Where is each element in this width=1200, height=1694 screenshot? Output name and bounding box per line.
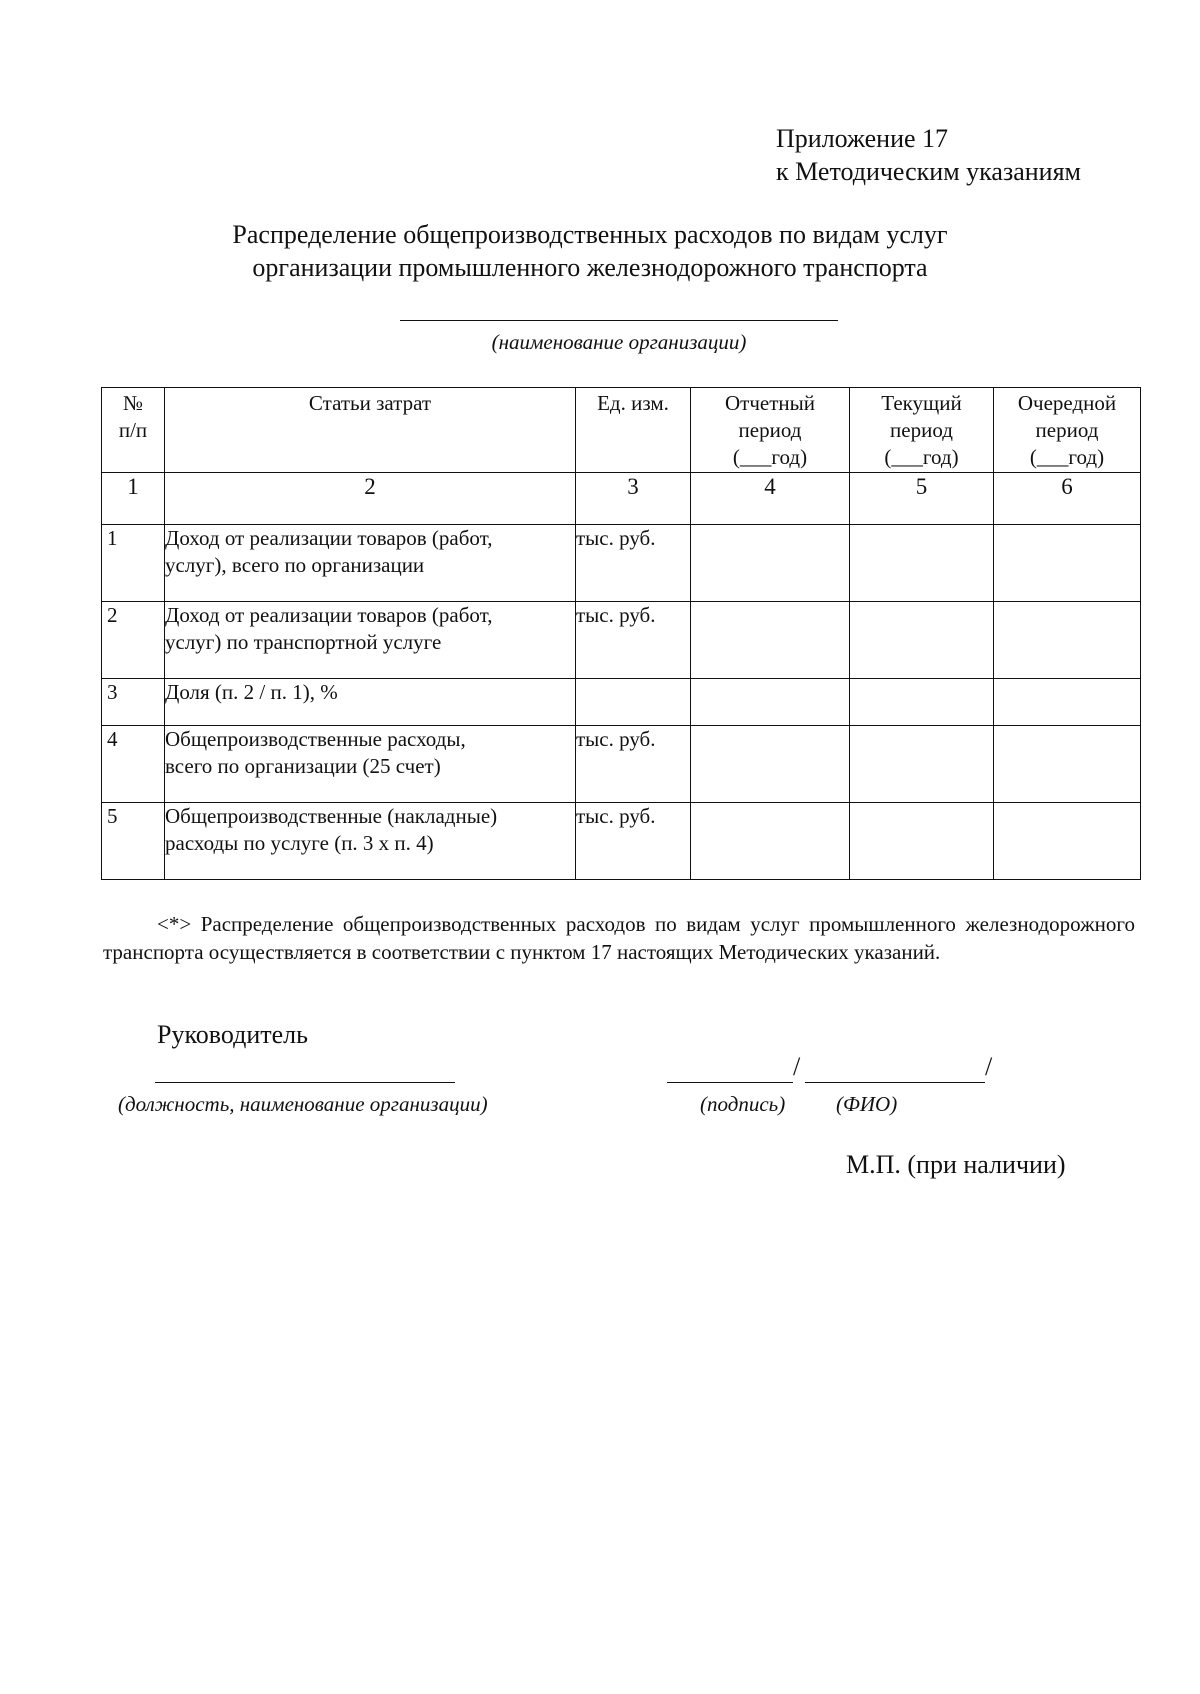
header-item: Статьи затрат [165,388,576,473]
row-next-value[interactable] [994,525,1141,602]
column-number: 4 [691,473,850,525]
title-line-2: организации промышленного железнодорожного транспорта [252,253,928,282]
header-next-period [994,388,1141,473]
organization-name-line [400,320,838,321]
signature-line [667,1082,793,1083]
row-next-value[interactable] [994,679,1141,726]
column-number: 2 [165,473,576,525]
row-cost-item [165,525,576,602]
column-number: 6 [994,473,1141,525]
header-p3-line-1: Очередной [1017,391,1117,415]
row-cost-item-line: расходы по услуге (п. 3 х п. 4) [165,831,434,855]
row-next-value[interactable] [994,602,1141,679]
header-p1-line-2: период [738,418,802,442]
row-unit: тыс. руб. [576,602,691,679]
row-cost-item-line: Доход от реализации товаров (работ, [165,603,493,627]
table-row [102,803,1141,880]
appendix-reference [776,122,1081,188]
row-reporting-value[interactable] [691,726,850,803]
row-current-value[interactable] [850,803,994,880]
row-number: 2 [102,602,165,679]
row-cost-item-line: Общепроизводственные (накладные) [165,804,498,828]
stamp-label: М.П. (при наличии) [846,1150,1066,1179]
row-current-value[interactable] [850,726,994,803]
row-cost-item-line: услуг), всего по организации [165,553,425,577]
table-row [102,679,1141,726]
row-reporting-value[interactable] [691,525,850,602]
row-cost-item-line: всего по организации (25 счет) [165,754,441,778]
row-current-value[interactable] [850,602,994,679]
header-num-line-2: п/п [118,418,148,442]
fio-slash: / [985,1052,993,1081]
header-num [102,388,165,473]
row-cost-item-line: услуг) по транспортной услуге [165,630,442,654]
fio-caption: (ФИО) [836,1092,898,1116]
row-current-value[interactable] [850,525,994,602]
table-row [102,525,1141,602]
header-p3-line-3: (___год) [1029,445,1105,469]
column-number: 5 [850,473,994,525]
table-row [102,602,1141,679]
row-unit: тыс. руб. [576,525,691,602]
footnote: <*> Распределение общепроизводственных расходов по видам услуг промышленного железнодорожного транспорта осуществляется в соответствии с пунктом 17 настоящих Методических указаний. [103,912,1135,964]
appendix-line-2: к Методическим указаниям [776,157,1081,186]
row-cost-item-line: Общепроизводственные расходы, [165,727,466,751]
appendix-line-1: Приложение 17 [776,124,949,153]
organization-name-caption: (наименование организации) [491,330,747,354]
header-current-period [850,388,994,473]
column-number: 3 [576,473,691,525]
row-reporting-value[interactable] [691,803,850,880]
row-cost-item [165,803,576,880]
row-cost-item [165,726,576,803]
header-p2-line-3: (___год) [884,445,959,469]
cost-distribution-table [101,387,1141,880]
row-number: 1 [102,525,165,602]
column-number-row [102,473,1141,525]
table-row [102,726,1141,803]
row-cost-item-line: Доход от реализации товаров (работ, [165,526,493,550]
position-caption: (должность, наименование организации) [118,1092,488,1116]
row-next-value[interactable] [994,726,1141,803]
document-title [150,218,1030,284]
header-num-line-1: № [122,391,144,415]
row-unit [576,679,691,726]
signature-slash: / [793,1052,801,1081]
row-next-value[interactable] [994,803,1141,880]
row-current-value[interactable] [850,679,994,726]
position-line [155,1082,455,1083]
signature-caption: (подпись) [700,1092,786,1116]
column-number: 1 [102,473,165,525]
row-reporting-value[interactable] [691,602,850,679]
header-p2-line-2: период [890,418,953,442]
header-p1-line-3: (___год) [732,445,808,469]
row-cost-item [165,679,576,726]
head-label: Руководитель [157,1020,308,1049]
fio-line [805,1082,985,1083]
row-reporting-value[interactable] [691,679,850,726]
header-p1-line-1: Отчетный [725,391,815,415]
row-cost-item [165,602,576,679]
row-unit: тыс. руб. [576,803,691,880]
header-reporting-period [691,388,850,473]
row-number: 3 [102,679,165,726]
row-number: 4 [102,726,165,803]
title-line-1: Распределение общепроизводственных расходов по видам услуг [232,220,948,249]
row-unit: тыс. руб. [576,726,691,803]
header-p3-line-2: период [1035,418,1099,442]
header-unit: Ед. изм. [576,388,691,473]
table-header-row [102,388,1141,473]
row-number: 5 [102,803,165,880]
header-p2-line-1: Текущий [881,391,962,415]
row-cost-item-line: Доля (п. 2 / п. 1), % [165,680,338,704]
